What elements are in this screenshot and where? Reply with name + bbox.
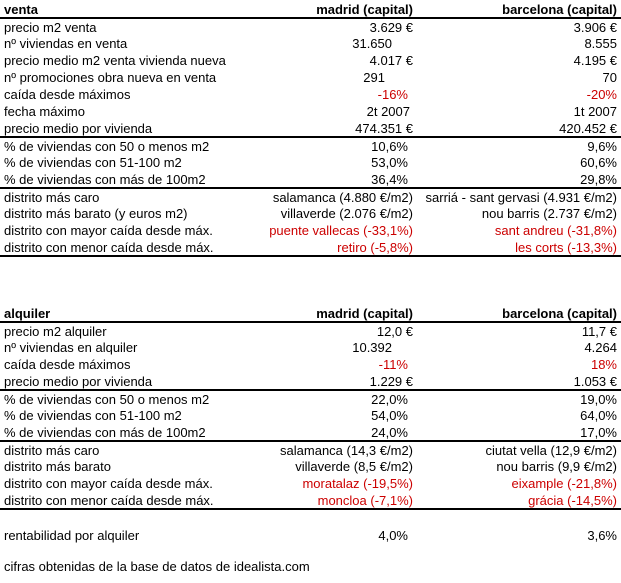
- barcelona-value: 3.906 €: [573, 19, 617, 35]
- madrid-value: 12,0 €: [376, 323, 413, 339]
- barcelona-value: 3,6%: [587, 528, 617, 543]
- source-note: cifras obtenidas de la base de datos de idealista.com: [4, 559, 310, 574]
- madrid-value: 53,0%: [371, 155, 408, 170]
- row-label: distrito más caro: [4, 189, 100, 205]
- table-row: [0, 373, 621, 390]
- row-label: precio m2 venta: [4, 19, 97, 35]
- row-label: nº viviendas en venta: [4, 36, 128, 51]
- madrid-value: 474.351 €: [355, 120, 413, 136]
- madrid-value: salamanca (14,3 €/m2): [280, 442, 413, 458]
- table-row: [0, 390, 621, 407]
- barcelona-value: nou barris (2.737 €/m2): [481, 206, 617, 221]
- madrid-value: retiro (-5,8%): [337, 239, 413, 255]
- row-label: nº viviendas en alquiler: [4, 340, 138, 355]
- rentabilidad-row: [0, 527, 621, 544]
- table-row: [0, 322, 621, 339]
- table-row: [0, 424, 621, 441]
- madrid-value: villaverde (8,5 €/m2): [295, 459, 413, 474]
- barcelona-value: 11,7 €: [581, 323, 617, 339]
- table-row: [0, 458, 621, 475]
- madrid-value: 2t 2007: [366, 104, 410, 119]
- madrid-column-header: madrid (capital): [265, 2, 413, 18]
- row-label: distrito más caro: [4, 442, 100, 458]
- barcelona-value: 18%: [590, 357, 617, 372]
- madrid-value: 4,0%: [378, 528, 408, 543]
- barcelona-value: ciutat vella (12,9 €/m2): [485, 442, 617, 458]
- rentabilidad-table: [0, 527, 621, 544]
- alquiler-group-distritos: [0, 441, 621, 509]
- madrid-value: puente vallecas (-33,1%): [269, 223, 413, 238]
- venta-group-distritos: [0, 188, 621, 256]
- alquiler-header-row: [0, 306, 621, 322]
- row-label: distrito más barato (y euros m2): [4, 206, 188, 221]
- alquiler-group-tamanos: [0, 390, 621, 441]
- row-label: % de viviendas con más de 100m2: [4, 424, 206, 440]
- barcelona-value: 29,8%: [580, 171, 617, 187]
- row-label: nº promociones obra nueva en venta: [4, 70, 217, 85]
- row-label: distrito con mayor caída desde máx.: [4, 223, 213, 238]
- row-label: % de viviendas con 50 o menos m2: [4, 138, 210, 154]
- row-label: distrito con mayor caída desde máx.: [4, 476, 213, 491]
- table-row: [0, 69, 621, 86]
- table-row: [0, 407, 621, 424]
- barcelona-column-header: barcelona (capital): [413, 2, 621, 18]
- alquiler-table: [0, 306, 621, 510]
- barcelona-value: 17,0%: [580, 424, 617, 440]
- table-row: [0, 475, 621, 492]
- barcelona-value: 9,6%: [587, 138, 617, 154]
- table-row: [0, 239, 621, 256]
- madrid-value: -16%: [377, 87, 408, 102]
- venta-group-tamanos: [0, 137, 621, 188]
- table-row: [0, 222, 621, 239]
- row-label: fecha máximo: [4, 104, 85, 119]
- row-label: % de viviendas con 50 o menos m2: [4, 391, 210, 407]
- row-label: % de viviendas con más de 100m2: [4, 171, 206, 187]
- table-row: [0, 103, 621, 120]
- barcelona-value: les corts (-13,3%): [515, 239, 617, 255]
- table-row: [0, 188, 621, 205]
- table-row: [0, 171, 621, 188]
- madrid-value: 36,4%: [371, 171, 408, 187]
- table-row: [0, 86, 621, 103]
- row-label: % de viviendas con 51-100 m2: [4, 155, 182, 170]
- row-label: % de viviendas con 51-100 m2: [4, 408, 182, 423]
- row-label: distrito con menor caída desde máx.: [4, 239, 214, 255]
- barcelona-value: 64,0%: [580, 408, 617, 423]
- row-label: rentabilidad por alquiler: [4, 528, 140, 543]
- barcelona-value: 70: [602, 70, 617, 85]
- barcelona-value: 1.053 €: [573, 373, 617, 389]
- table-row: [0, 137, 621, 154]
- venta-header-row: [0, 2, 621, 18]
- barcelona-value: 4.195 €: [573, 53, 617, 68]
- madrid-value: 3.629 €: [369, 19, 413, 35]
- barcelona-value: 1t 2007: [573, 104, 617, 119]
- barcelona-value: 8.555: [584, 36, 617, 51]
- barcelona-value: 4.264: [584, 340, 617, 355]
- table-row: [0, 120, 621, 137]
- table-row: [0, 492, 621, 509]
- row-label: caída desde máximos: [4, 87, 131, 102]
- table-row: [0, 18, 621, 35]
- venta-table: [0, 2, 621, 257]
- table-row: [0, 441, 621, 458]
- row-label: distrito con menor caída desde máx.: [4, 492, 214, 508]
- madrid-value: -11%: [378, 357, 408, 372]
- madrid-value: moratalaz (-19,5%): [302, 476, 413, 491]
- row-label: distrito más barato: [4, 459, 111, 474]
- barcelona-value: grácia (-14,5%): [528, 492, 617, 508]
- barcelona-column-header: barcelona (capital): [413, 306, 621, 322]
- table-row: [0, 35, 621, 52]
- madrid-value: 31.650: [352, 36, 392, 51]
- row-label: precio medio por vivienda: [4, 120, 153, 136]
- barcelona-value: 19,0%: [580, 391, 617, 407]
- alquiler-group-precios: [0, 322, 621, 390]
- madrid-value: 10.392: [352, 340, 392, 355]
- madrid-value: 10,6%: [371, 138, 408, 154]
- row-label: precio medio por vivienda: [4, 373, 153, 389]
- barcelona-value: sarriá - sant gervasi (4.931 €/m2): [425, 189, 617, 205]
- barcelona-value: nou barris (9,9 €/m2): [496, 459, 617, 474]
- madrid-value: 22,0%: [371, 391, 408, 407]
- row-label: caída desde máximos: [4, 357, 131, 372]
- madrid-value: 1.229 €: [369, 373, 413, 389]
- row-label: precio medio m2 venta vivienda nueva: [4, 53, 226, 68]
- row-label: precio m2 alquiler: [4, 323, 107, 339]
- table-row: [0, 356, 621, 373]
- madrid-value: villaverde (2.076 €/m2): [280, 206, 413, 221]
- madrid-value: 291: [363, 70, 385, 85]
- barcelona-value: 420.452 €: [559, 120, 617, 136]
- alquiler-title: alquiler: [0, 306, 265, 322]
- venta-group-precios: [0, 18, 621, 137]
- table-row: [0, 154, 621, 171]
- table-row: [0, 339, 621, 356]
- barcelona-value: sant andreu (-31,8%): [494, 223, 617, 238]
- madrid-value: salamanca (4.880 €/m2): [272, 189, 413, 205]
- table-row: [0, 52, 621, 69]
- madrid-value: moncloa (-7,1%): [317, 492, 413, 508]
- barcelona-value: eixample (-21,8%): [511, 476, 617, 491]
- madrid-column-header: madrid (capital): [265, 306, 413, 322]
- madrid-value: 4.017 €: [369, 53, 413, 68]
- barcelona-value: 60,6%: [580, 155, 617, 170]
- venta-title: venta: [0, 2, 265, 18]
- madrid-value: 24,0%: [371, 424, 408, 440]
- table-row: [0, 205, 621, 222]
- barcelona-value: -20%: [586, 87, 617, 102]
- madrid-value: 54,0%: [371, 408, 408, 423]
